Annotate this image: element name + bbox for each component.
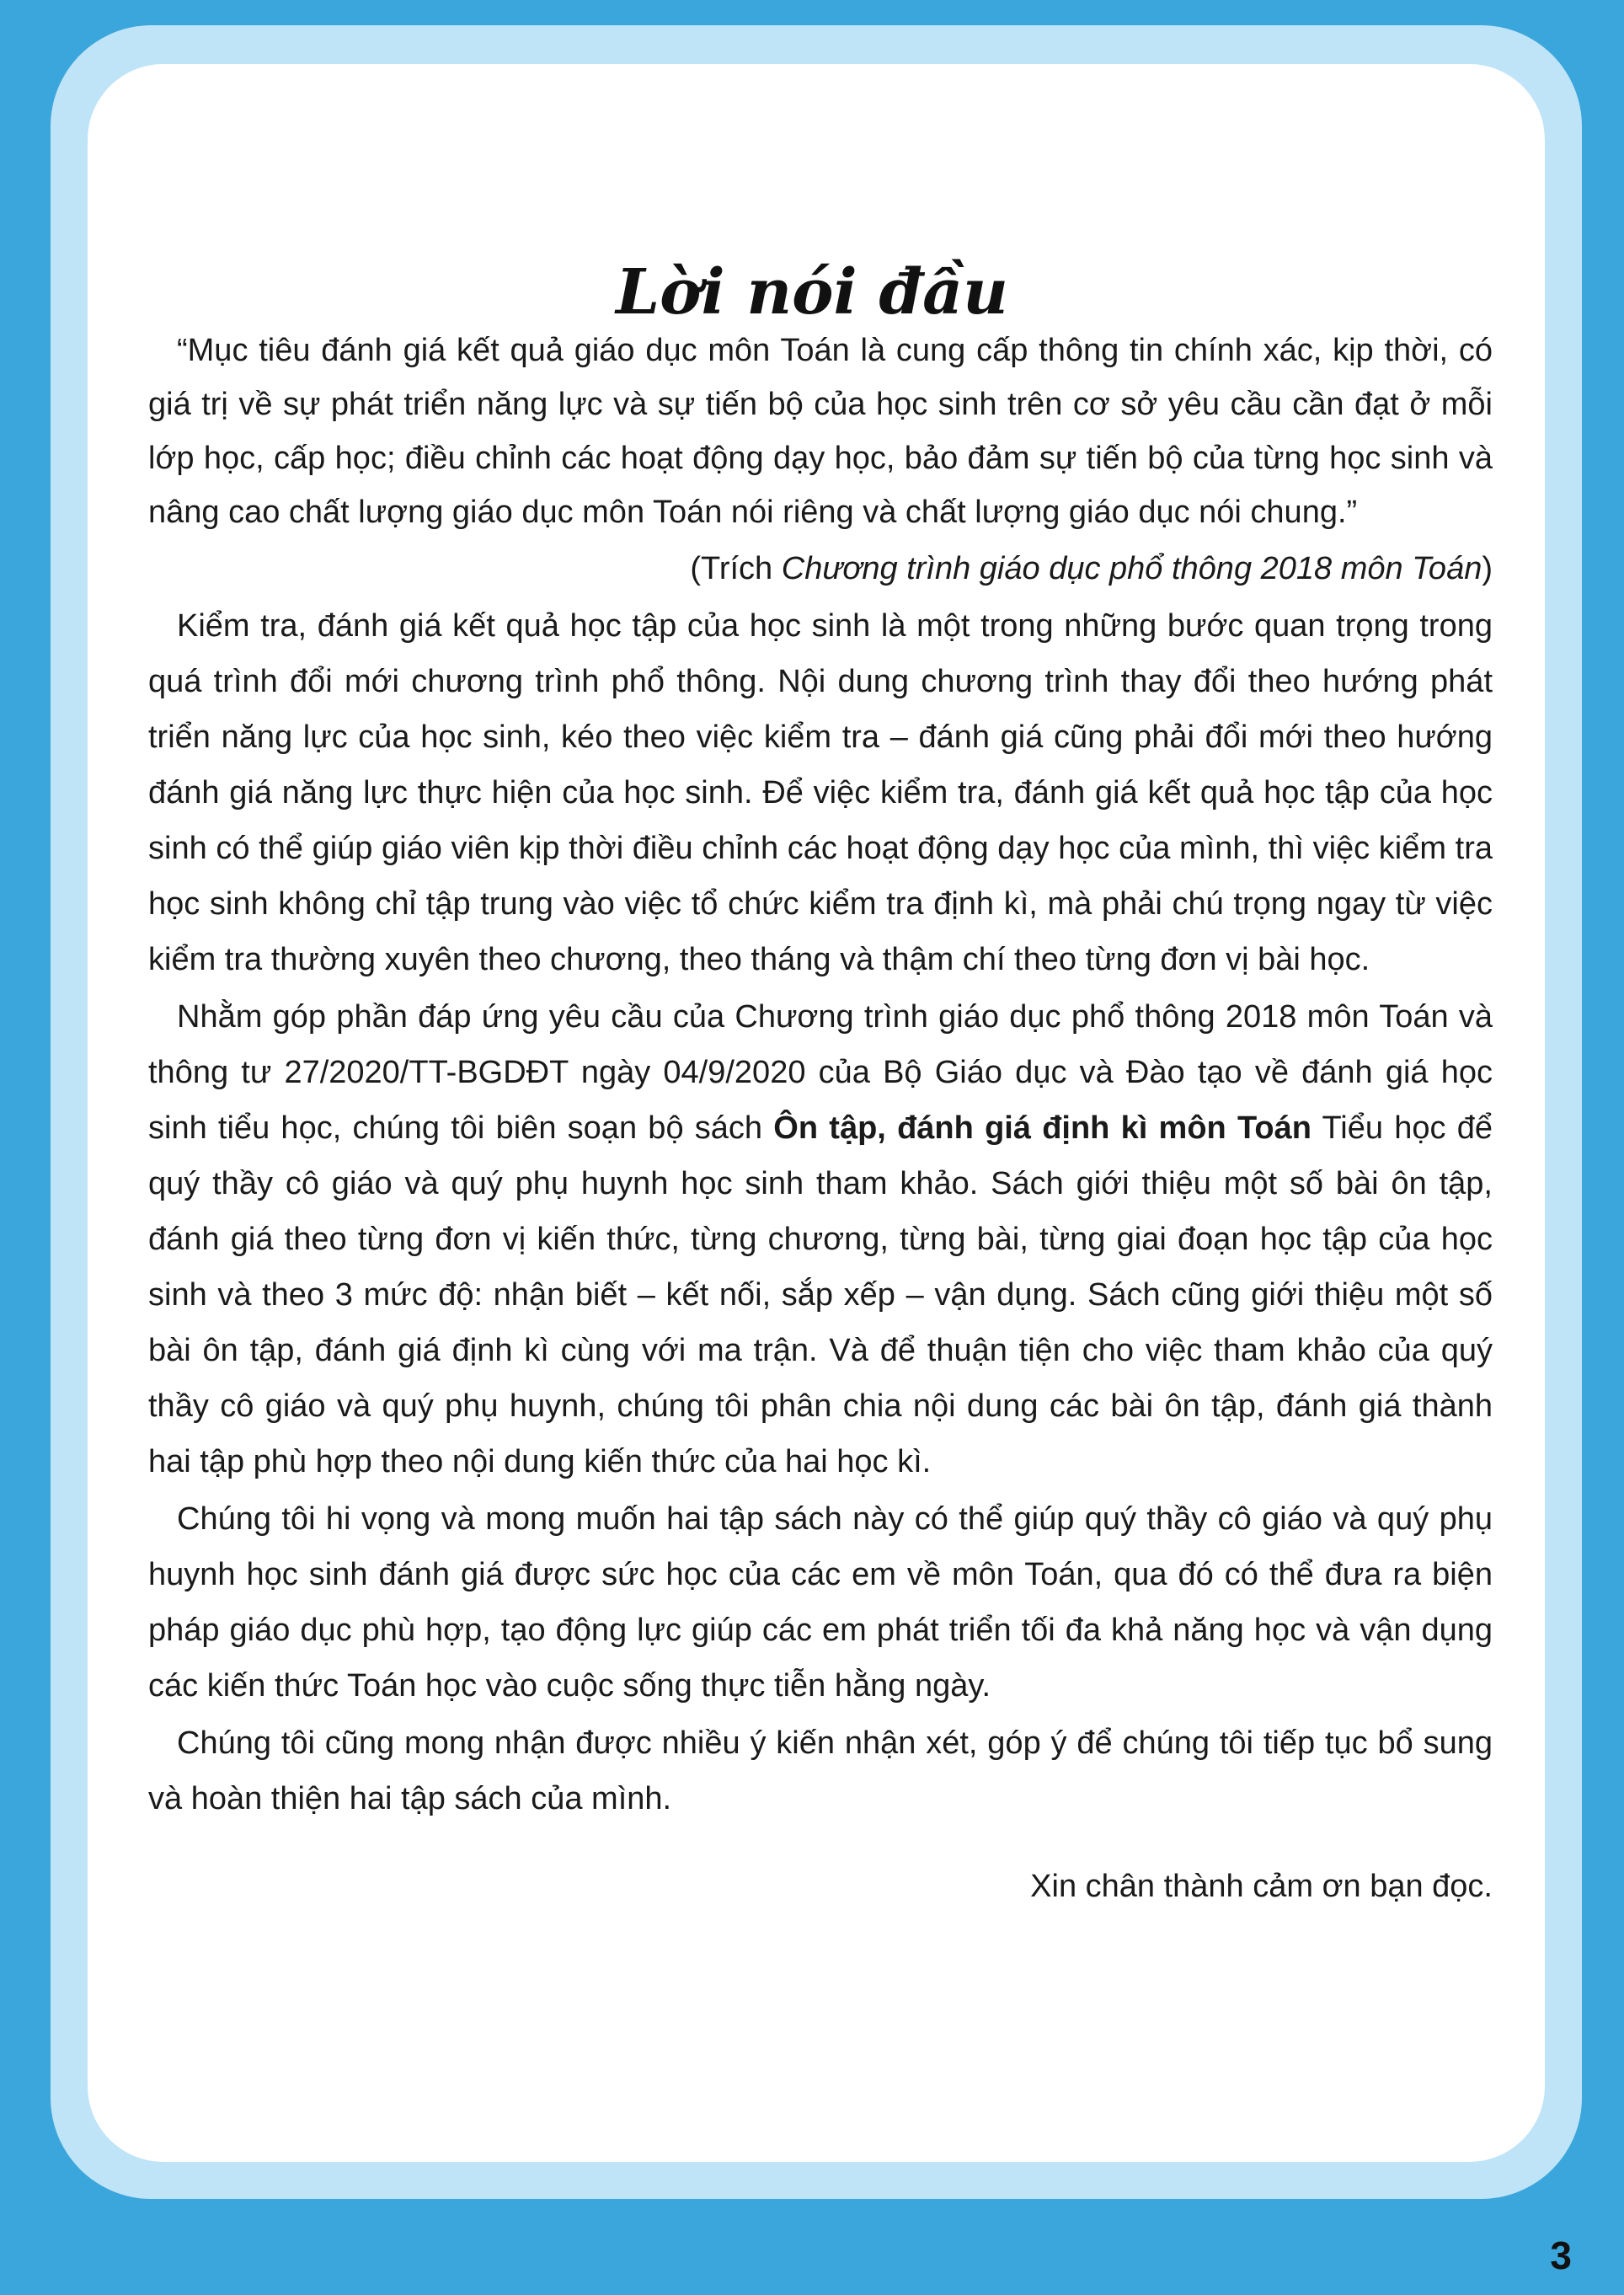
quote-citation [148, 539, 1493, 598]
paragraph-book-purpose-end: Tiểu học để quý thầy cô giáo và quý phụ huynh học sinh tham khảo. Sách giới thiệu một số bài ôn tập, đánh giá theo từng đơn vị kiến thức, từng chương, từng bài, từng giai đoạn học tập của học sinh và theo 3 mức độ: nhận biết – kết nối, sắp xếp – vận dụng. Sách cũng giới thiệu một số bài ôn tập, đánh giá định kì cùng với ma trận. Và để thuận tiện cho việc tham khảo của quý thầy cô giáo và quý phụ huynh, chúng tôi phân chia nội dung các bài ôn tập, đánh giá thành hai tập phù hợp theo nội dung kiến thức của hai học kì. [148, 1110, 1493, 1479]
page-title: Lời nói đầu [616, 255, 1008, 329]
closing-signature: Xin chân thành cảm ơn bạn đọc. [1030, 1869, 1493, 1904]
citation-prefix: (Trích [690, 551, 782, 586]
page-number: 3 [1550, 2233, 1572, 2277]
preface-body [148, 324, 1493, 1946]
quote-paragraph: “Mục tiêu đánh giá kết quả giáo dục môn Toán là cung cấp thông tin chính xác, kịp thời, có giá trị về sự phát triển năng lực và sự tiến bộ của học sinh trên cơ sở yêu cầu cần đạt ở mỗi lớp học, cấp học; điều chỉnh các hoạt động dạy học, bảo đảm sự tiến bộ của từng học sinh và nâng cao chất lượng giáo dục môn Toán nói riêng và chất lượng giáo dục nói chung.” [148, 333, 1493, 530]
paragraph-book-purpose-start: Nhằm góp phần đáp ứng yêu cầu của Chương trình giáo dục phổ thông 2018 môn Toán và thông tư 27/2020/TT-BGDĐT ngày 04/9/2020 của Bộ Giáo dục và Đào tạo về đánh giá học sinh tiểu học, chúng tôi biên soạn bộ sách [148, 999, 1493, 1146]
book-title-bold: Ôn tập, đánh giá định kì môn Toán [773, 1110, 1311, 1146]
paragraph-assessment: Kiểm tra, đánh giá kết quả học tập của học sinh là một trong những bước quan trọng trong quá trình đổi mới chương trình phổ thông. Nội dung chương trình thay đổi theo hướng phát triển năng lực của học sinh, kéo theo việc kiểm tra – đánh giá cũng phải đổi mới theo hướng đánh giá năng lực thực hiện của học sinh. Để việc kiểm tra, đánh giá kết quả học tập của học sinh có thể giúp giáo viên kịp thời điều chỉnh các hoạt động dạy học của mình, thì việc kiểm tra học sinh không chỉ tập trung vào việc tổ chức kiểm tra định kì, mà phải chú trọng ngay từ việc kiểm tra thường xuyên theo chương, theo tháng và thậm chí theo từng đơn vị bài học. [148, 608, 1493, 977]
paragraph-feedback: Chúng tôi cũng mong nhận được nhiều ý kiến nhận xét, góp ý để chúng tôi tiếp tục bổ sung và hoàn thiện hai tập sách của mình. [148, 1725, 1493, 1816]
citation-suffix: ) [1482, 551, 1493, 586]
paragraph-book-purpose [148, 989, 1493, 1490]
citation-title: Chương trình giáo dục phổ thông 2018 môn Toán [781, 551, 1482, 586]
paragraph-hope: Chúng tôi hi vọng và mong muốn hai tập sách này có thể giúp quý thầy cô giáo và quý phụ huynh học sinh đánh giá được sức học của các em về môn Toán, qua đó có thể đưa ra biện pháp giáo dục phù hợp, tạo động lực giúp các em phát triển tối đa khả năng học và vận dụng các kiến thức Toán học vào cuộc sống thực tiễn hằng ngày. [148, 1501, 1493, 1704]
